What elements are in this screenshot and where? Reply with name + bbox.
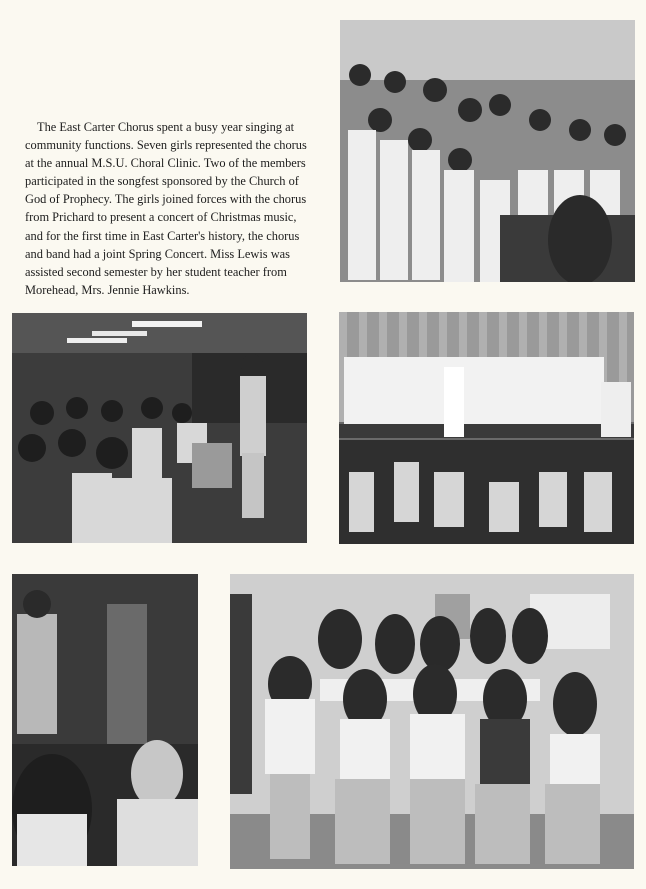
clinic-girls-group-photo (230, 574, 634, 869)
choral-rehearsal-photo (12, 313, 307, 543)
chorus-risers-photo (340, 20, 635, 282)
chorus-caption: The East Carter Chorus spent a busy year singing at community functions. Seven girls represented the chorus at the annual M.S.U. Choral Clinic. Two of the members participated in the songfest sponsored by the Church of God of Prophecy. The girls joined forces with the chorus from Prichard to present a concert of Christmas music, and for the first time in East Carter's history, the chorus and band had a joint Spring Concert. Miss Lewis was assisted second semester by her student teacher from Morehead, Mrs. Jennie Hawkins. (25, 120, 307, 297)
spring-concert-photo (339, 312, 634, 544)
chorus-singers-photo (12, 574, 198, 866)
